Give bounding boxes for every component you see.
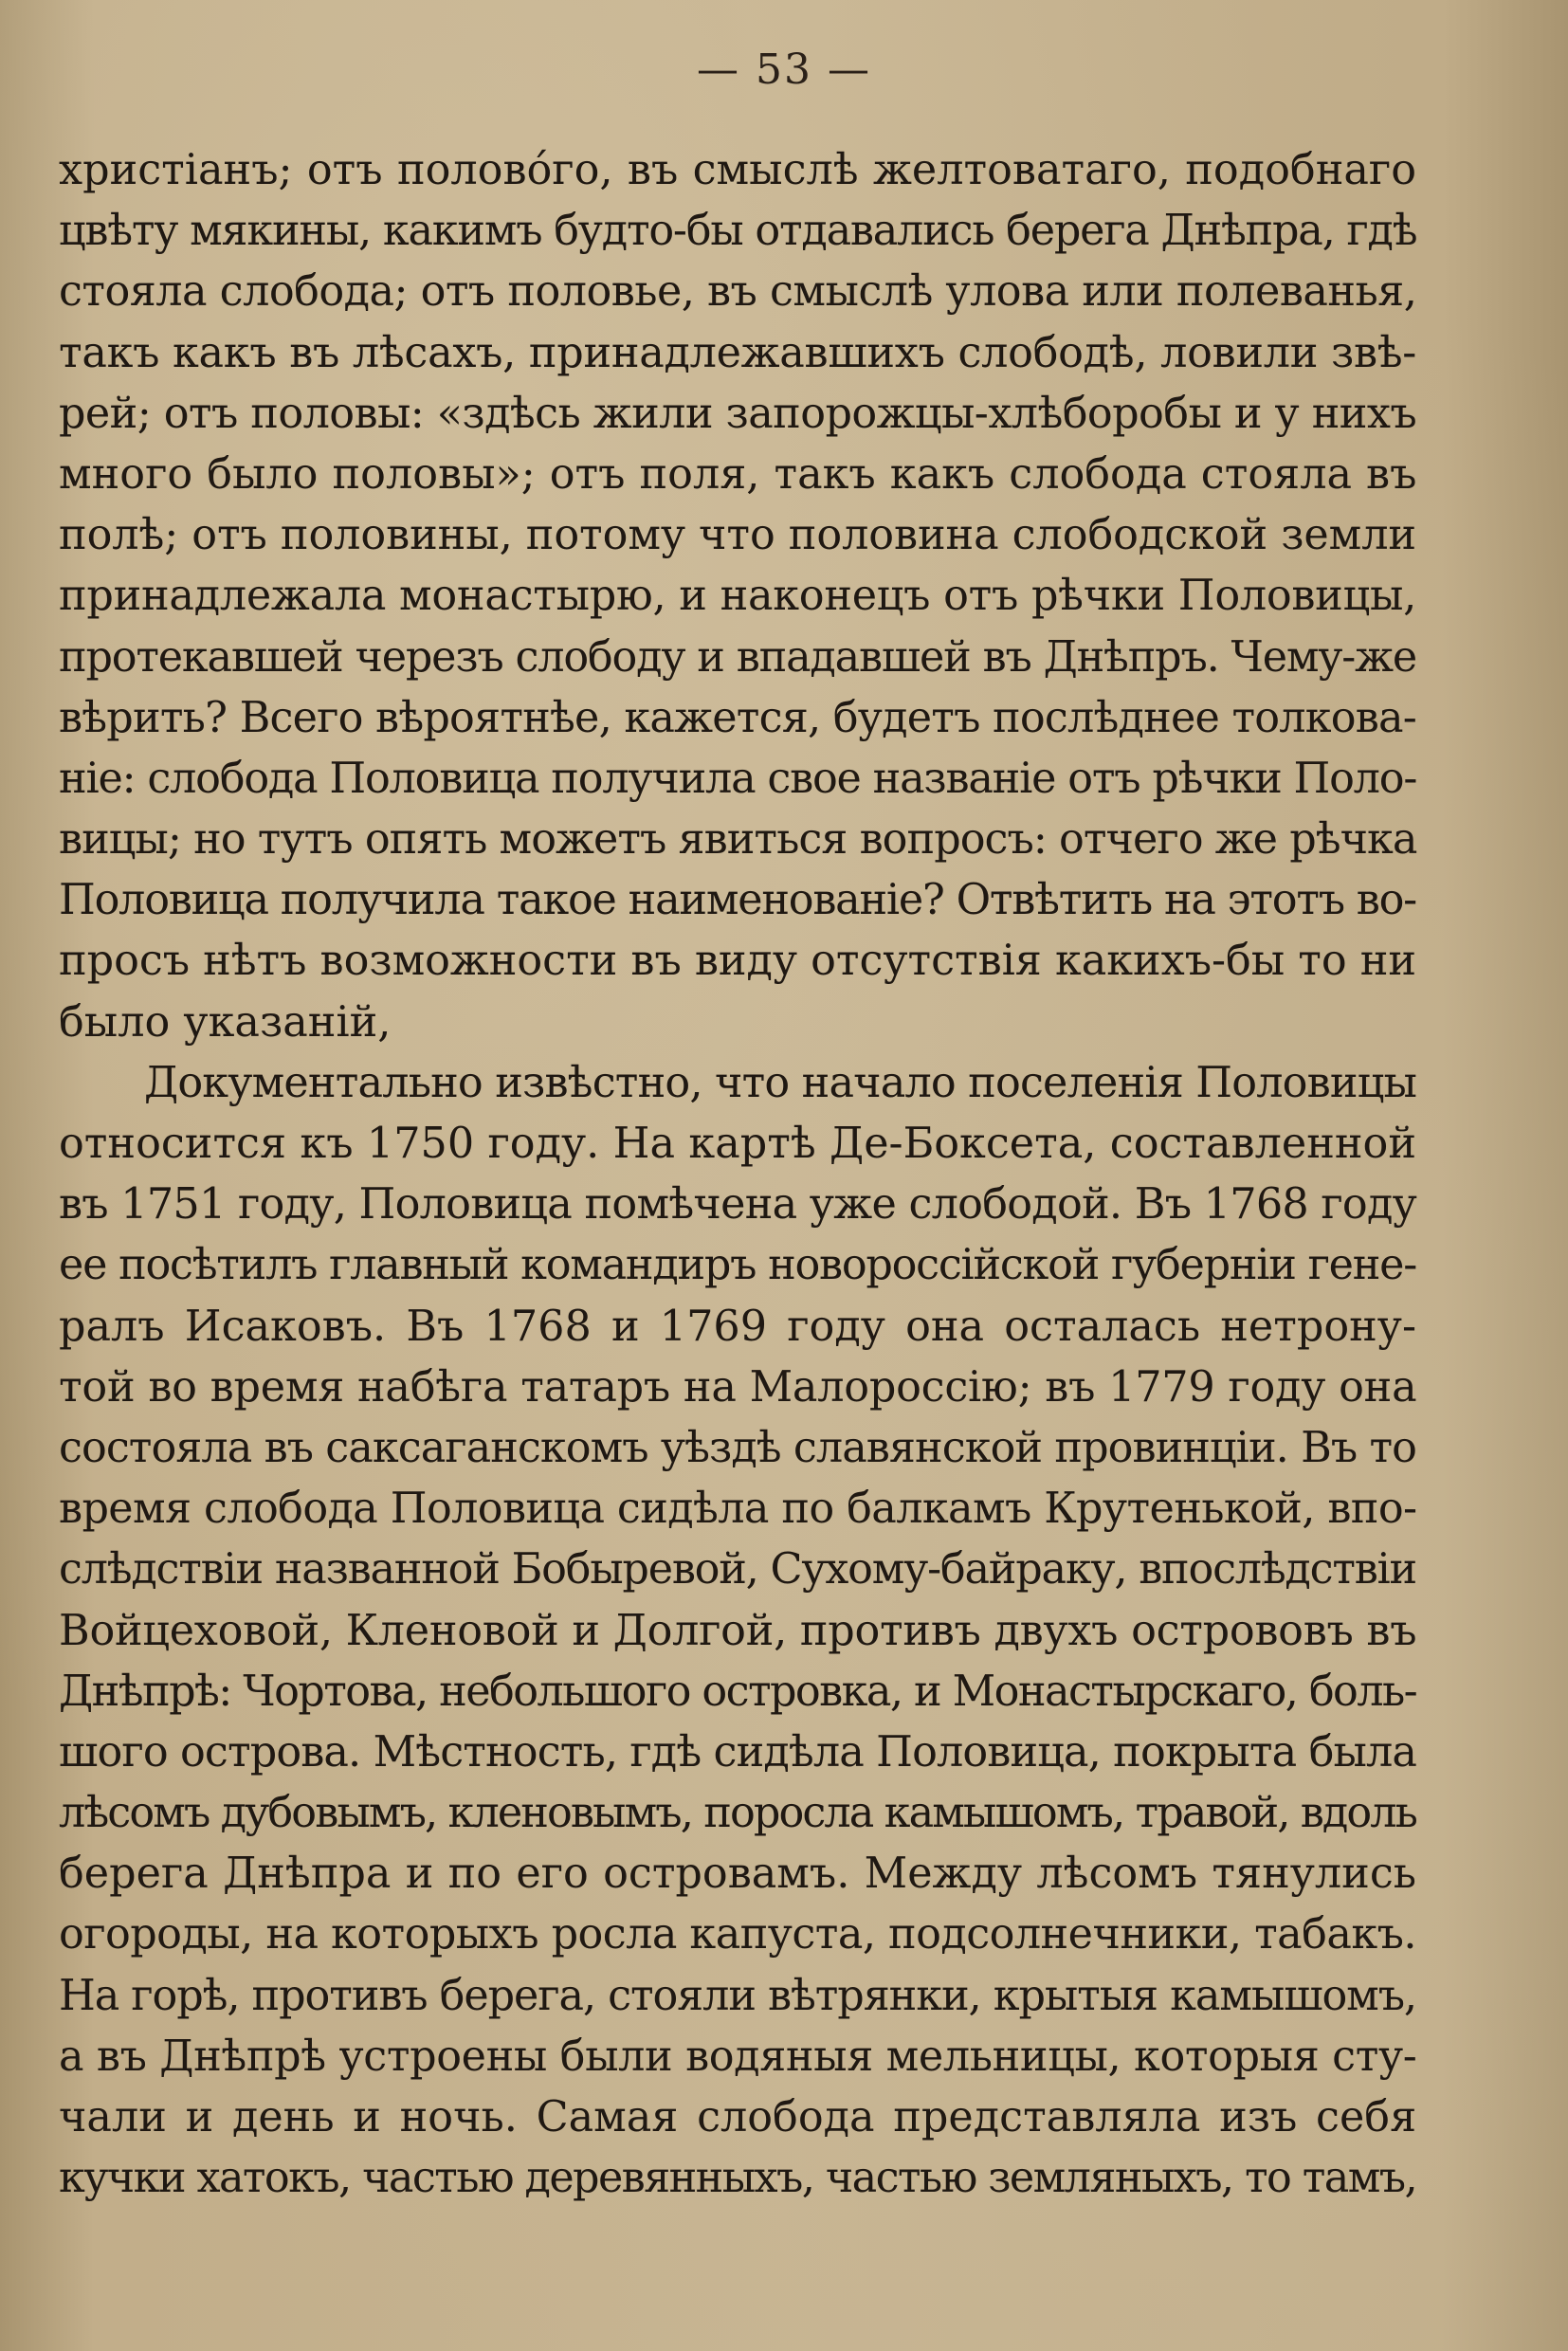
text-line: Документально извѣстно, что начало поселенія Половицы [144,1058,1417,1107]
text-line: кучки хатокъ, частью деревянныхъ, частью земляныхъ, то тамъ, [59,2154,1416,2203]
paragraph-1 [59,140,1416,1053]
text-line: христіанъ; отъ половóго, въ смыслѣ желтоватаго, подобнаго [59,146,1416,194]
text-line: ніе: слобода Половица получила свое названіе отъ рѣчки Поло- [59,754,1417,803]
text-line: На горѣ, противъ берега, стояли вѣтрянки, крытыя камышомъ, [59,1971,1416,2020]
text-line: было указаній, [59,997,392,1047]
body-text [59,140,1416,2209]
text-line: рей; отъ половы: «здѣсь жили запорожцы-хлѣборобы и у нихъ [59,389,1417,438]
text-line: протекавшей черезъ слободу и впадавшей въ Днѣпръ. Чему-же [59,632,1416,682]
text-line: лѣсомъ дубовымъ, кленовымъ, поросла камышомъ, травой, вдоль [59,1789,1416,1838]
text-line: такъ какъ въ лѣсахъ, принадлежавшихъ слободѣ, ловили звѣ- [59,328,1417,377]
text-line: время слобода Половица сидѣла по балкамъ Крутенькой, впо- [59,1485,1417,1534]
text-line: полѣ; отъ половины, потому что половина слободской земли [59,511,1416,560]
text-line: цвѣту мякины, какимъ будто-бы отдавались берега Днѣпра, гдѣ [59,207,1417,256]
text-line: Половица получила такое наименованіе? Отвѣтить на этотъ во- [59,876,1416,925]
text-line: вицы; но тутъ опять можетъ явиться вопросъ: отчего же рѣчка [59,815,1417,865]
text-line: Войцеховой, Кленовой и Долгой, противъ двухъ острововъ въ [59,1606,1417,1655]
page-number: — 53 — [697,46,871,94]
text-line: много было половы»; отъ поля, такъ какъ слобода стояла въ [59,449,1417,499]
text-line: вѣрить? Всего вѣроятнѣе, кажется, будетъ послѣднее толкова- [59,693,1416,742]
text-line: шого острова. Мѣстность, гдѣ сидѣла Половица, покрыта была [59,1727,1417,1777]
text-line: Днѣпрѣ: Чортова, небольшого островка, и Монастырскаго, боль- [59,1667,1417,1716]
text-line: берега Днѣпра и по его островамъ. Между лѣсомъ тянулись [59,1850,1416,1899]
text-line: огороды, на которыхъ росла капуста, подсолнечники, табакъ. [59,1910,1416,1959]
text-line: слѣдствіи названной Бобыревой, Сухому-байраку, впослѣдствіи [59,1545,1416,1595]
paragraph-2 [59,1053,1416,2210]
text-line: ралъ Исаковъ. Въ 1768 и 1769 году она осталась нетрону- [59,1302,1416,1351]
text-line: въ 1751 году, Половица помѣчена уже слободой. Въ 1768 году [59,1180,1417,1230]
text-line: состояла въ саксаганскомъ уѣздѣ славянской провинціи. Въ то [59,1423,1416,1472]
text-line: ее посѣтилъ главный командиръ новороссійской губерніи гене- [59,1241,1416,1290]
text-line: принадлежала монастырю, и наконецъ отъ рѣчки Половицы, [59,572,1416,621]
text-line: чали и день и ночь. Самая слобода представляла изъ себя [59,2093,1417,2141]
text-line: просъ нѣтъ возможности въ виду отсутствія какихъ-бы то ни [59,937,1416,986]
text-line: стояла слобода; отъ половье, въ смыслѣ улова или полеванья, [59,267,1417,317]
text-line: той во время набѣга татаръ на Малороссію; въ 1779 году она [59,1362,1417,1412]
text-line: относится къ 1750 году. На картѣ Де-Боксета, составленной [59,1120,1416,1168]
text-line: а въ Днѣпрѣ устроены были водяныя мельницы, которыя сту- [59,2032,1417,2081]
